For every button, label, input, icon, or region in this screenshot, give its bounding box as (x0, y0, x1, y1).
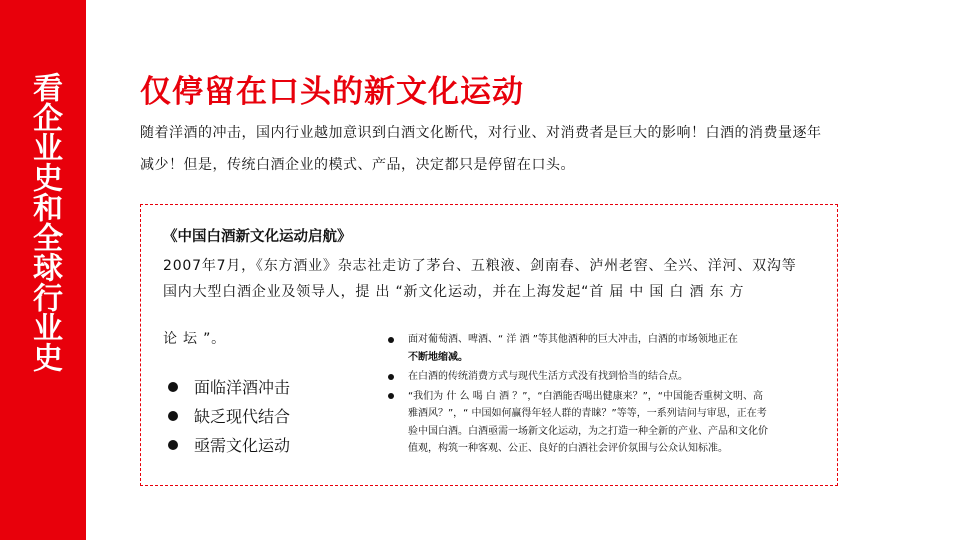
details-list (388, 331, 768, 460)
box-title: 《中国白酒新文化运动启航》 (163, 229, 352, 245)
list-item (168, 401, 290, 430)
bullet-icon (168, 382, 178, 392)
page-title: 仅停留在口头的新文化运动 (140, 74, 524, 110)
list-item (168, 430, 290, 459)
sidebar-title: 看企业史和全球行业史 (27, 72, 62, 372)
bullet-icon (388, 374, 394, 380)
detail-text-main: 面对葡萄酒、啤酒、“ 洋 酒 ”等其他酒种的巨大冲击，白酒的市场领地正在 (408, 334, 738, 345)
list-item-label: 面临洋酒冲击 (194, 378, 291, 397)
list-item (388, 388, 768, 458)
bullet-icon (168, 440, 178, 450)
detail-text (408, 331, 738, 366)
box-paragraph-end: 论 坛 ”。 (163, 331, 226, 347)
bullet-icon (388, 337, 394, 343)
list-item (388, 368, 768, 386)
list-item-label: 亟需文化运动 (194, 436, 291, 455)
bullet-icon (388, 393, 394, 399)
detail-text: 在白酒的传统消费方式与现代生活方式没有找到恰当的结合点。 (408, 371, 688, 382)
list-item (168, 372, 290, 401)
detail-emphasis: 不断地缩减。 (408, 351, 468, 363)
intro-paragraph: 随着洋酒的冲击，国内行业越加意识到白酒文化断代，对行业、对消费者是巨大的影响！白酒的消费量逐年减少！但是，传统白酒企业的模式、产品，决定都只是停留在口头。 (140, 125, 822, 173)
list-item-label: 缺乏现代结合 (194, 407, 291, 426)
detail-text: “我们为 什 么 喝 白 酒 ？”，“白酒能否喝出健康来？”，“中国能否重树文明、高雅酒风？”，“ 中国如何赢得年轻人群的青睐？”等等，一系列诘问与审思，正在考验中国白酒。白酒亟需一场新文化运动，为之打造一种全新的产业、产品和文化价值观，构筑一种客观、公正、良好的白酒社会评价氛围与公众认知标准。 (408, 390, 768, 454)
list-item (388, 331, 768, 366)
sidebar (0, 0, 86, 540)
box-paragraph: 2007年7月，《东方酒业》杂志社走访了茅台、五粮液、剑南春、泸州老窖、全兴、洋河、双沟等国内大型白酒企业及领导人，提 出 “新文化运动，并在上海发起“首 届 中 国 白 酒 东 方 (163, 258, 797, 300)
bullet-icon (168, 411, 178, 421)
key-points-list (168, 372, 290, 459)
